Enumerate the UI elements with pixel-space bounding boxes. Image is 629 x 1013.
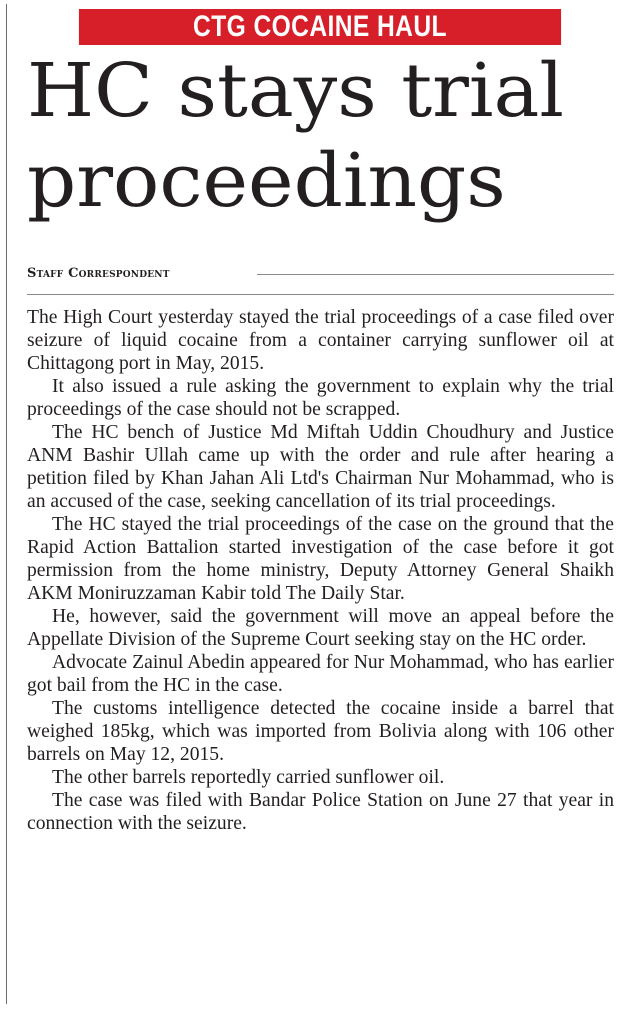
paragraph: He, however, said the government will move an appeal before the Appellate Division of the Supreme Court seeking stay on the HC order. <box>27 606 614 650</box>
paragraph: It also issued a rule asking the government to explain why the trial proceedings of the case should not be scrapped. <box>27 376 614 420</box>
paragraph: The HC bench of Justice Md Miftah Uddin Choudhury and Justice ANM Bashir Ullah came up with the order and rule after hearing a petition filed by Khan Jahan Ali Ltd's Chairman Nur Mohammad, who is an accused of the case, seeking cancellation of its trial proceedings. <box>27 422 614 512</box>
column-divider <box>6 4 7 1004</box>
byline-divider <box>257 274 614 275</box>
paragraph: The High Court yesterday stayed the trial proceedings of a case filed over seizure of liquid cocaine from a container carrying sunflower oil at Chittagong port in May, 2015. <box>27 307 614 374</box>
paragraph: Advocate Zainul Abedin appeared for Nur Mohammad, who has earlier got bail from the HC in the case. <box>27 652 614 696</box>
paragraph: The other barrels reportedly carried sunflower oil. <box>52 767 445 788</box>
article-body <box>27 306 614 835</box>
paragraph: The customs intelligence detected the cocaine inside a barrel that weighed 185kg, which was imported from Bolivia along with 106 other barrels on May 12, 2015. <box>27 698 614 765</box>
kicker-banner: CTG COCAINE HAUL <box>79 9 561 45</box>
body-top-divider <box>27 294 614 295</box>
byline: Staff Correspondent <box>27 266 170 281</box>
paragraph: The HC stayed the trial proceedings of the case on the ground that the Rapid Action Battalion started investigation of the case before it got permission from the home ministry, Deputy Attorney General Shaikh AKM Moniruzzaman Kabir told The Daily Star. <box>27 514 614 604</box>
headline: HC stays trial proceedings <box>27 48 565 224</box>
paragraph: The case was filed with Bandar Police Station on June 27 that year in connection with the seizure. <box>27 790 614 834</box>
